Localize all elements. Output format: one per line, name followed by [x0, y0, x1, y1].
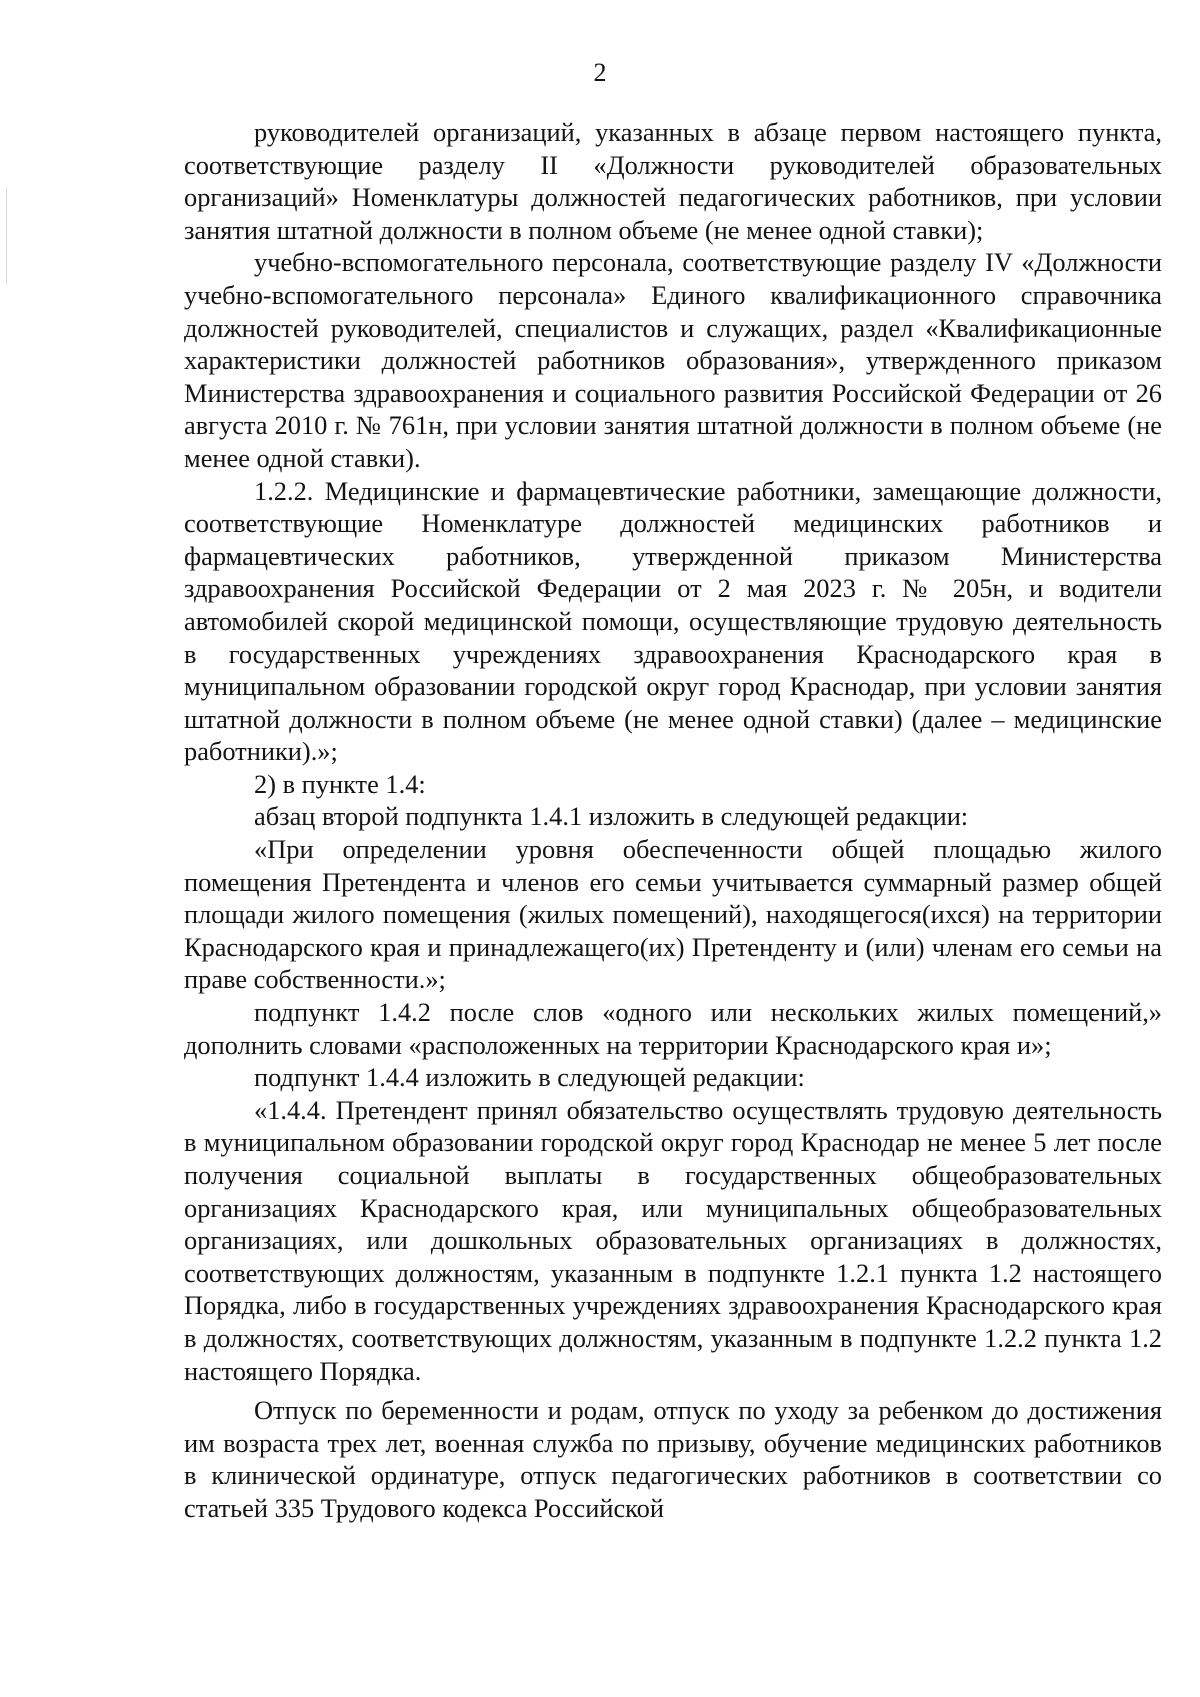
paragraph-leave: Отпуск по беременности и родам, отпуск по уходу за ребенком до достижения им возраста трех лет, военная служба по призыву, обучение медицинских работников в клинической ординатуре, отпуск педагогических работников в соответствии со статьей 335 Трудового кодекса Российской: [184, 1395, 1162, 1523]
paragraph-1-4-4-intro: подпункт 1.4.4 изложить в следующей редакции:: [254, 1062, 805, 1093]
paragraph-1-4-1-intro: абзац второй подпункта 1.4.1 изложить в следующей редакции:: [254, 801, 969, 832]
scan-edge-mark: [6, 188, 7, 284]
paragraph-support-staff: учебно-вспомогательного персонала, соответствующие разделу IV «Должности учебно-вспомогательного персонала» Единого квалификационного справочника должностей руководителей, специалистов и служащих, раздел «Квалификационные характеристики должностей работников образования», утвержденного приказом Министерства здравоохранения и социального развития Российской Федерации от 26 августа 2010 г. № 761н, при условии занятия штатной должности в полном объеме (не менее одной ставки).: [184, 247, 1162, 473]
paragraph-managers: руководителей организаций, указанных в абзаце первом настоящего пункта, соответствующие разделу II «Должности руководителей образовательных организаций» Номенклатуры должностей педагогических работников, при условии занятия штатной должности в полном объеме (не менее одной ставки);: [184, 117, 1162, 245]
paragraph-1-2-2: 1.2.2. Медицинские и фармацевтические работники, замещающие должности, соответствующие Номенклатуре должностей медицинских работников и фармацевтических работников, утвержденной приказом Министерства здравоохранения Российской Федерации от 2 мая 2023 г. № 205н, и водители автомобилей скорой медицинской помощи, осуществляющие трудовую деятельность в государственных учреждениях здравоохранения Краснодарского края в муниципальном образовании городской округ город Краснодар, при условии занятия штатной должности в полном объеме (не менее одной ставки) (далее – медицинские работники).»;: [184, 475, 1162, 767]
document-body: [184, 116, 1162, 1525]
paragraph-1-4-1-text: «При определении уровня обеспеченности общей площадью жилого помещения Претендента и членов его семьи учитывается суммарный размер общей площади жилого помещения (жилых помещений), находящегося(ихся) на территории Краснодарского края и принадлежащего(их) Претенденту и (или) членам его семьи на праве собственности.»;: [184, 834, 1162, 995]
paragraph-1-4-2: подпункт 1.4.2 после слов «одного или нескольких жилых помещений,» дополнить словами «расположенных на территории Краснодарского края и»;: [184, 997, 1162, 1060]
paragraph-1-4-4-text: «1.4.4. Претендент принял обязательство осуществлять трудовую деятельность в муниципальном образовании городской округ город Краснодар не менее 5 лет после получения социальной выплаты в государственных общеобразовательных организациях Краснодарского края, или муниципальных общеобразовательных организациях, или дошкольных образовательных организациях в должностях, соответствующих должностям, указанным в подпункте 1.2.1 пункта 1.2 настоящего Порядка, либо в государственных учреждениях здравоохранения Краснодарского края в должностях, соответствующих должностям, указанным в подпункте 1.2.2 пункта 1.2 настоящего Порядка.: [184, 1094, 1162, 1386]
page-number: 2: [593, 58, 607, 87]
paragraph-point-1-4: 2) в пункте 1.4:: [254, 768, 426, 799]
